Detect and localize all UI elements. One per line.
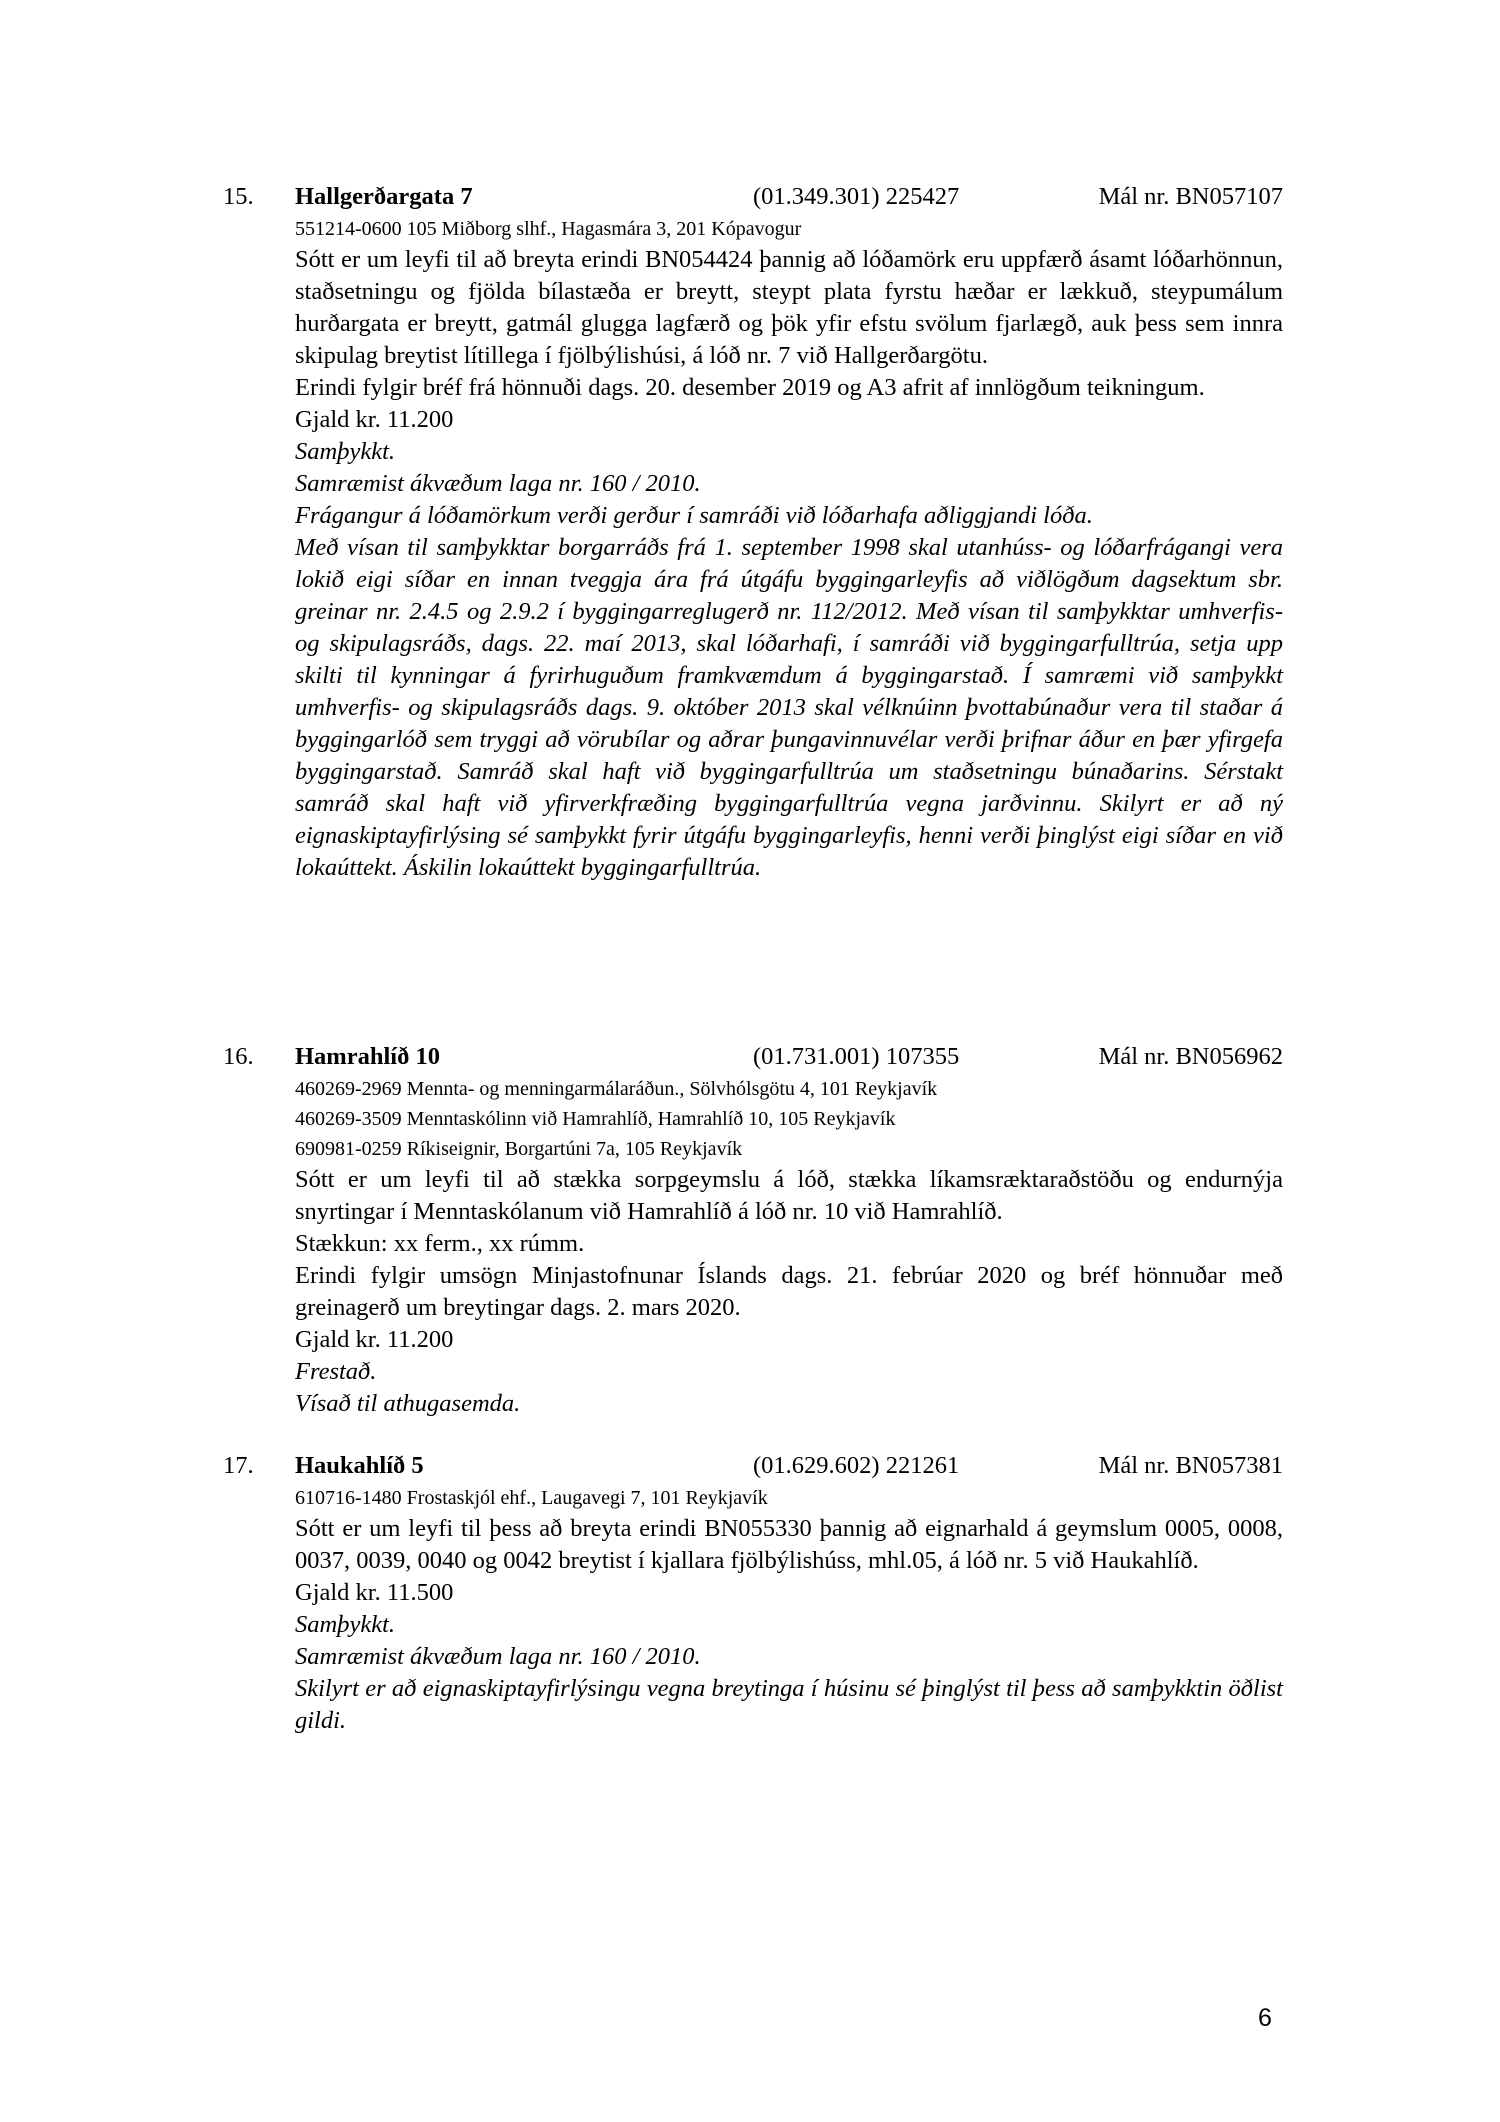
item-street: Hamrahlíð 10 <box>295 1043 440 1070</box>
item-body <box>295 1483 1283 1737</box>
applicant: 610716-1480 Frostaskjól ehf., Laugavegi 7, 101 Reykjavík <box>295 1487 768 1509</box>
item-body <box>295 214 1283 884</box>
item-description: Sótt er um leyfi til að stækka sorpgeymslu á lóð, stækka líkamsræktaraðstöðu og endurnýja snyrtingar í Menntaskólanum við Hamrahlíð á lóð nr. 10 við Hamrahlíð. <box>295 1166 1283 1225</box>
agenda-item-15 <box>223 180 1283 884</box>
item-number: 17. <box>223 1452 254 1479</box>
item-description: Sótt er um leyfi til þess að breyta erindi BN055330 þannig að eignarhald á geymslum 0005, 0008, 0037, 0039, 0040 og 0042 breytist í kjallara fjölbýlishúss, mhl.05, á lóð nr. 5 við Haukahlíð. <box>295 1515 1283 1574</box>
item-description: Sótt er um leyfi til að breyta erindi BN054424 þannig að lóðamörk eru uppfærð ásamt lóðarhönnun, staðsetningu og fjölda bílastæða er breytt, steypt plata fyrstu hæðar er lækkuð, steypumálum hurðargata er breytt, gatmál glugga lagfærð og þök yfir efstu svölum fjarlægð, auk þess sem innra skipulag breytist lítillega í fjölbýlishúsi, á lóð nr. 7 við Hallgerðargötu. <box>295 246 1283 369</box>
item-number: 15. <box>223 183 254 210</box>
item-number: 16. <box>223 1043 254 1070</box>
item-note: Með vísan til samþykktar borgarráðs frá 1. september 1998 skal utanhúss- og lóðarfrágangi vera lokið eigi síðar en innan tveggja ára frá útgáfu byggingarleyfis að viðlögðum dagsektum sbr. greinar nr. 2.4.5 og 2.9.2 í byggingarreglugerð nr. 112/2012. Með vísan til samþykktar umhverfis- og skipulagsráðs, dags. 22. maí 2013, skal lóðarhafi, í samráði við byggingarfulltrúa, setja upp skilti til kynningar á fyrirhuguðum framkvæmdum á byggingarstað. Í samræmi við samþykkt umhverfis- og skipulagsráðs dags. 9. október 2013 skal vélknúinn þvottabúnaður vera til staðar á byggingarlóð sem tryggi að vörubílar og aðrar þungavinnuvélar verði þrifnar áður en þær yfirgefa byggingarstað. Samráð skal haft við byggingarfulltrúa um staðsetningu búnaðarins. Sérstakt samráð skal haft við yfirverkfræðing byggingarfulltrúa vegna jarðvinnu. Skilyrt er að ný eignaskiptayfirlýsing sé samþykkt fyrir útgáfu byggingarleyfis, henni verði þinglýst eigi síðar en við lokaúttekt. Áskilin lokaúttekt byggingarfulltrúa. <box>295 534 1283 881</box>
item-body <box>295 1074 1283 1420</box>
agenda-item-16 <box>223 1040 1283 1420</box>
item-case-number: Mál nr. BN056962 <box>1098 1043 1283 1070</box>
applicant: 460269-3509 Menntaskólinn við Hamrahlíð, Hamrahlíð 10, 105 Reykjavík <box>295 1108 896 1130</box>
item-land-number: (01.731.001) 107355 <box>753 1043 960 1070</box>
item-decision: Frestað. <box>295 1358 377 1385</box>
applicant: 551214-0600 105 Miðborg slhf., Hagasmára 3, 201 Kópavogur <box>295 218 802 240</box>
item-fee: Gjald kr. 11.200 <box>295 1326 454 1353</box>
item-fee: Gjald kr. 11.200 <box>295 406 454 433</box>
item-note: Vísað til athugasemda. <box>295 1390 521 1417</box>
item-note: Frágangur á lóðamörkum verði gerður í samráði við lóðarhafa aðliggjandi lóða. <box>295 502 1093 529</box>
item-case-number: Mál nr. BN057381 <box>1098 1452 1283 1479</box>
item-land-number: (01.349.301) 225427 <box>753 183 960 210</box>
item-case-number: Mál nr. BN057107 <box>1098 183 1283 210</box>
applicant: 460269-2969 Mennta- og menningarmálaráðun., Sölvhólsgötu 4, 101 Reykjavík <box>295 1078 938 1100</box>
item-header <box>223 1449 1283 1483</box>
item-fee: Gjald kr. 11.500 <box>295 1579 454 1606</box>
item-note: Samræmist ákvæðum laga nr. 160 / 2010. <box>295 470 701 497</box>
item-land-number: (01.629.602) 221261 <box>753 1452 960 1479</box>
item-header <box>223 180 1283 214</box>
applicant: 690981-0259 Ríkiseignir, Borgartúni 7a, 105 Reykjavík <box>295 1138 743 1160</box>
item-note: Skilyrt er að eignaskiptayfirlýsingu vegna breytinga í húsinu sé þinglýst til þess að samþykktin öðlist gildi. <box>295 1675 1283 1734</box>
agenda-item-17 <box>223 1449 1283 1737</box>
item-extension: Stækkun: xx ferm., xx rúmm. <box>295 1230 585 1257</box>
item-note: Samræmist ákvæðum laga nr. 160 / 2010. <box>295 1643 701 1670</box>
item-header <box>223 1040 1283 1074</box>
page-number: 6 <box>1258 2004 1272 2032</box>
item-decision: Samþykkt. <box>295 1611 395 1638</box>
item-street: Haukahlíð 5 <box>295 1452 424 1479</box>
item-attachment: Erindi fylgir bréf frá hönnuði dags. 20. desember 2019 og A3 afrit af innlögðum teikningum. <box>295 374 1205 401</box>
item-decision: Samþykkt. <box>295 438 395 465</box>
item-attachment: Erindi fylgir umsögn Minjastofnunar Íslands dags. 21. febrúar 2020 og bréf hönnuðar með greinagerð um breytingar dags. 2. mars 2020. <box>295 1262 1283 1321</box>
item-street: Hallgerðargata 7 <box>295 183 473 210</box>
